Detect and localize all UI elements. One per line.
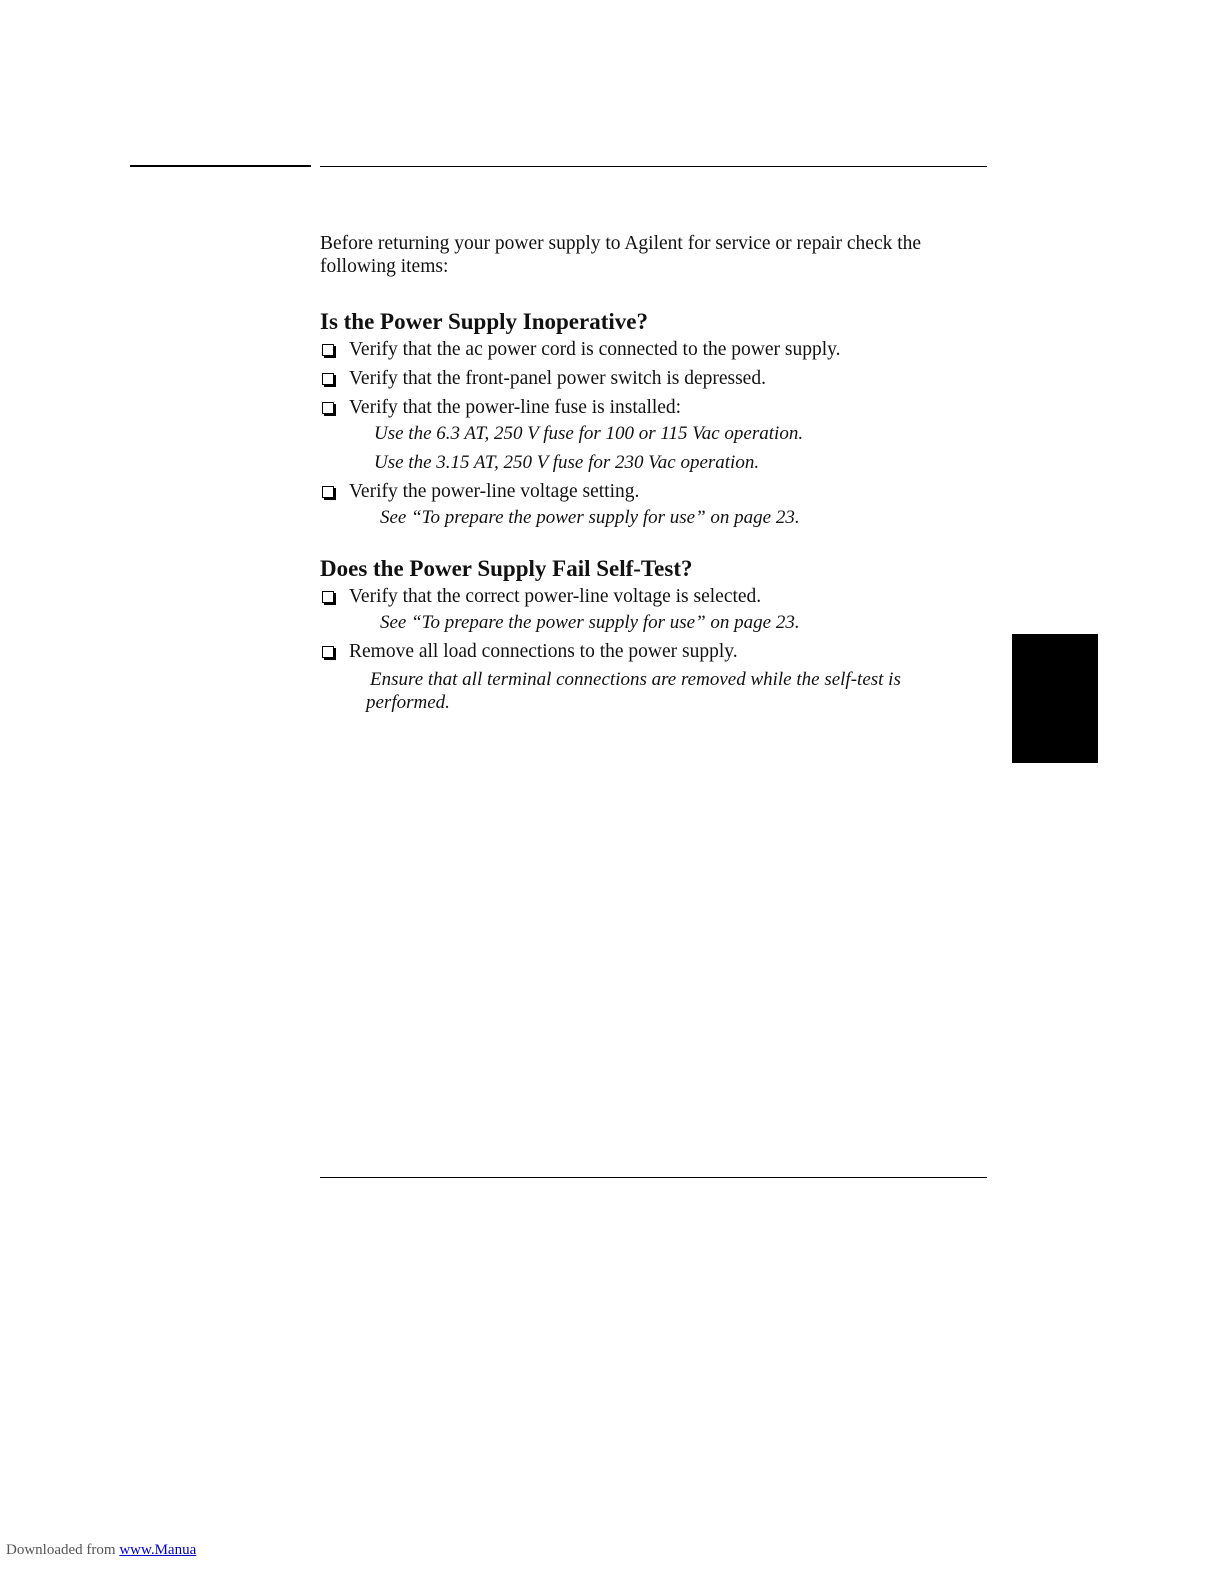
fuse-note: Use the 6.3 AT, 250 V fuse for 100 or 115 Vac operation. (374, 423, 804, 444)
fuse-note: Use the 3.15 AT, 250 V fuse for 230 Vac operation. (374, 452, 760, 473)
self-test-note-text: Ensure that all terminal connections are removed while the self-test is performed. (366, 669, 901, 713)
self-test-note (320, 668, 988, 714)
checklist-item (320, 585, 988, 608)
reference-note: See “To prepare the power supply for use” on page 23. (380, 507, 800, 528)
checklist-item-text: Verify the power-line voltage setting. (349, 481, 640, 502)
intro-paragraph: Before returning your power supply to Agilent for service or repair check the following items: (320, 233, 922, 277)
checkbox-icon (322, 646, 334, 658)
checkbox-icon (322, 486, 334, 498)
header-rule (320, 166, 987, 167)
reference-note: See “To prepare the power supply for use” on page 23. (380, 612, 800, 633)
checklist-item (320, 338, 988, 361)
checkbox-icon (322, 402, 334, 414)
section-heading-inoperative: Is the Power Supply Inoperative? (320, 309, 648, 334)
footer-rule (320, 1177, 987, 1178)
checklist-item-text: Verify that the power-line fuse is installed: (349, 397, 682, 418)
checklist-item-text: Verify that the ac power cord is connected to the power supply. (349, 339, 841, 360)
checklist-item (320, 640, 988, 663)
download-footer (6, 1542, 254, 1559)
footer-link[interactable]: www.Manua (119, 1542, 197, 1558)
checklist-item (320, 367, 988, 390)
checkbox-icon (322, 373, 334, 385)
checkbox-icon (322, 344, 334, 356)
checklist-item (320, 396, 988, 419)
checklist-item-text: Remove all load connections to the power supply. (349, 641, 738, 662)
footer-prefix: Downloaded from (6, 1542, 116, 1558)
section-heading-self-test: Does the Power Supply Fail Self-Test? (320, 556, 693, 581)
checklist-item-text: Verify that the correct power-line voltage is selected. (349, 586, 762, 607)
checkbox-icon (322, 591, 334, 603)
header-rule-left (130, 165, 311, 167)
chapter-tab-marker (1012, 634, 1098, 763)
page-content (320, 232, 988, 720)
checklist-item-text: Verify that the front-panel power switch is depressed. (349, 368, 766, 389)
checklist-item (320, 480, 988, 503)
